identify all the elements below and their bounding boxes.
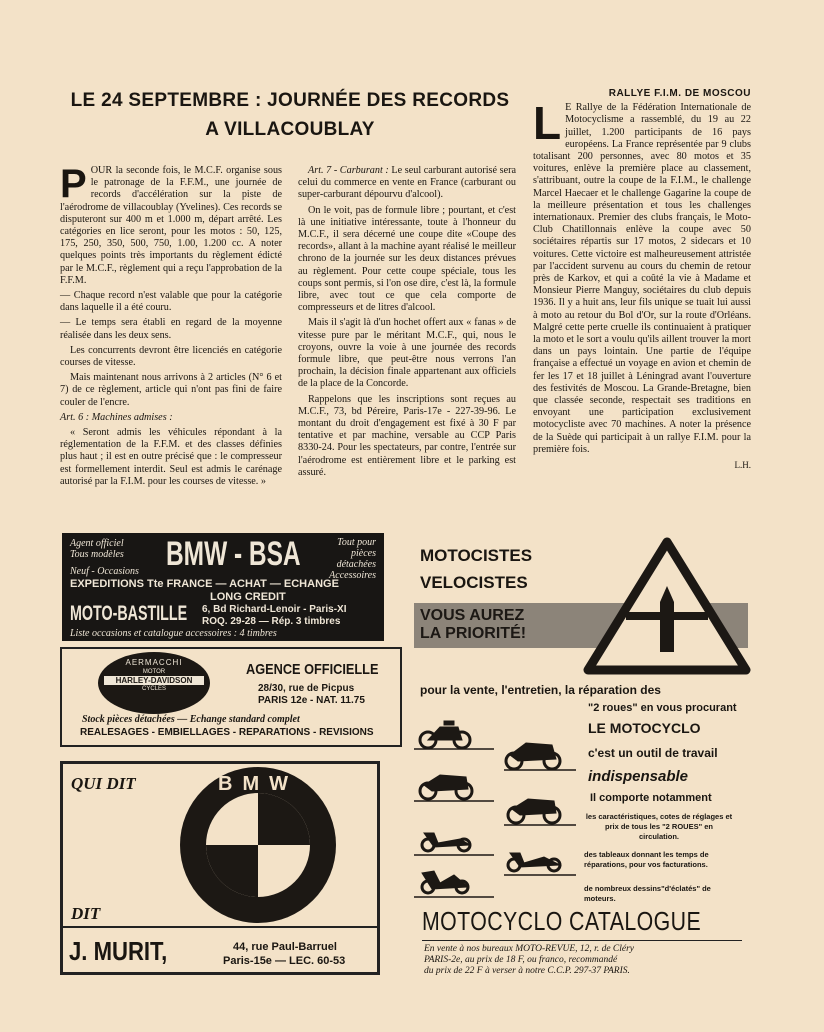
ad-text-line: Tout pour xyxy=(337,537,376,548)
ad-text: "2 roues" en vous procurant xyxy=(588,702,737,714)
ad-text: 6, Bd Richard-Lenoir - Paris-XI xyxy=(202,604,347,615)
ad-text: pour la vente, l'entretien, la réparation des xyxy=(420,683,661,697)
ad-banner-line: VOUS AUREZ xyxy=(420,607,525,624)
ad-text-line: PARIS-2e, au prix de 18 F, ou franco, recommandé xyxy=(424,955,618,965)
ad-feature: les caractéristiques, cotes de réglages et prix de tous les "2 ROUES" en circulation. xyxy=(585,812,733,841)
paragraph: Mais maintenant nous arrivons à 2 articles (N° 6 et 7) de ce règlement, article qui n'ont pas fini de faire couler de l'encre. xyxy=(60,372,282,408)
ad-text: LONG CREDIT xyxy=(210,591,286,603)
ad-text: c'est un outil de travail xyxy=(588,746,718,760)
ad-heading-line: MOTOCISTES xyxy=(420,546,533,565)
motorcycle-icon xyxy=(508,799,560,823)
subheading: Art. 7 - Carburant : xyxy=(308,165,389,176)
harley-davidson-logo xyxy=(98,652,210,714)
catalogue-title: MOTOCYCLO CATALOGUE xyxy=(422,906,702,936)
divider xyxy=(422,940,742,941)
paragraph: OUR la seconde fois, le M.C.F. organise sous le patronage de la F.F.M., une journée de records d'accélération sur la piste de l'aérodrome de villacoublay (Yvelines). Ces records se disputeront sur 400 m et 1.000 m, départ arrêté. Les catégories en lice seront, pour les motos : 50, 125, 175, 250, 350, 500, 750, 1.00, 1.200 cc. A noter quelques points très importants du règlement édicté par le M.C.F., règlement qui a reçu l'approbation de la F.F.M. xyxy=(60,165,282,286)
dropcap: P xyxy=(60,162,87,206)
ad-text xyxy=(329,537,376,581)
ad-banner-line: LA PRIORITÉ! xyxy=(420,625,527,642)
ad-text: QUI DIT xyxy=(71,774,136,793)
motorcycle-icon xyxy=(420,775,472,799)
ad-text: PARIS 12e - NAT. 11.75 xyxy=(258,695,365,706)
ad-text: ROQ. 29-28 — Rép. 3 timbres xyxy=(202,616,341,627)
ad-text-line: En vente à nos bureaux MOTO-REVUE, 12, r. de Cléry xyxy=(424,944,635,954)
ad-brand: LE MOTOCYCLO xyxy=(588,720,701,736)
article-title xyxy=(40,86,540,144)
scooter-icon xyxy=(422,833,470,851)
motorcycle-illustrations xyxy=(414,715,580,900)
paragraph: Le seul carburant autorisé sera celui du commerce en vente en France (carburant ou super-carburant dépourvu d'alcool). xyxy=(298,165,517,201)
paragraph: Les concurrents devront être licenciés en catégorie courses de vitesse. xyxy=(60,344,282,369)
ad-text-line: Tous modèles xyxy=(70,549,124,560)
ad-text: indispensable xyxy=(588,768,689,785)
ad-j-murit xyxy=(60,761,380,975)
ad-shop-name: MOTO-BASTILLE xyxy=(70,602,188,625)
ad-text: Liste occasions et catalogue accessoires : 4 timbres xyxy=(70,628,277,639)
paragraph: E Rallye de la Fédération Internationale de Motocyclisme a rassemblé, du 19 au 22 juillet, 1.200 participants de 16 pays européens. La France représentée par 9 clubs totalisant 200 personnes, avec 80 motos et 35 voitures, enlève la première place au classement, s'attribuant, outre la coupe de la F.I.M., le challenge Marcel Haecaer et le challenge Gagarine la coupe de la meilleure présentation et tous les challenges internationaux. Premier des clubs français, le Moto-Club Chatillonnais enlève la coupe avec 50 sociétaires répartis sur 17 motos, 2 sidecars et 10 voitures. Cette victoire est malheureusement attristée par l'accident survenu au cours du chemin de retour près de Karkov, et qui a coûté la vie à Madame et Monsieur Pierre Manguy, sociétaires du club depuis 1936. Il y a huit ans, leur fils unique se tuait lui aussi à moto au retour du Bol d'Or, sur la route d'Orléans. Malgré cette perte cruelle ils continuaient à pratiquer la moto et le sort a voulu qu'ils aillent trouver la mort dans un pays lointain. Une partie de l'équipe française a effectué un voyage en avion et chemin de fer les 17 et 18 juillet à Léningrad avant l'ouverture des festivités de Moscou. La Grande-Bretagne, bien que classée seconde, respectait ses traditions en envoyant une participation exclusivement motocycliste avec 70 machines. A noter la présence de la Suède qui participait à un rallye F.I.M. pour la première fois. xyxy=(533,102,751,455)
ad-agence-officielle xyxy=(60,647,402,747)
ad-text: Stock pièces détachées — Echange standard complet xyxy=(82,714,300,725)
ad-name: J. MURIT, xyxy=(69,936,168,966)
scooter-icon xyxy=(508,853,560,871)
article-column-2 xyxy=(298,165,516,482)
ad-title: AGENCE OFFICIELLE xyxy=(246,661,379,678)
logo-text: MOTOR xyxy=(142,669,166,675)
paragraph: « Seront admis les véhicules répondant à la réglementation de la F.F.M. et des classes définies plus haut ; il est en outre précisé que : le compresseur est formellement interdit. Seul est admis le carénage autorisé par la F.I.M. pour les courses de vitesse. » xyxy=(60,427,282,487)
signature: L.H. xyxy=(734,460,751,471)
ad-text-line: du prix de 22 F à verser à notre C.C.P. 297-37 PARIS. xyxy=(424,966,630,976)
ad-brand: BMW - BSA xyxy=(166,535,301,573)
ad-text xyxy=(70,538,124,560)
ad-text-line: Agent officiel xyxy=(70,538,124,549)
article-title-line1: LE 24 SEPTEMBRE : JOURNÉE DES RECORDS xyxy=(70,90,510,111)
ad-text-line: détachées xyxy=(336,559,376,570)
ad-text-line: Accessoires xyxy=(329,570,376,581)
priority-road-sign-icon xyxy=(582,536,752,678)
divider xyxy=(63,926,377,928)
ad-text: Neuf - Occasions xyxy=(70,566,139,577)
bmw-logo-icon xyxy=(180,767,336,923)
ad-heading-line: VELOCISTES xyxy=(420,573,528,592)
ad-text: EXPEDITIONS Tte FRANCE — ACHAT — ECHANGE xyxy=(70,578,339,590)
ad-heading xyxy=(420,542,532,596)
article-column-1 xyxy=(60,162,282,491)
article-title-line2: A VILLACOUBLAY xyxy=(205,119,375,140)
paragraph: — Le temps sera établi en regard de la moyenne réalisée dans les deux sens. xyxy=(60,317,282,341)
dropcap: L xyxy=(533,97,562,150)
subheading: Art. 6 : Machines admises : xyxy=(60,411,173,423)
scooter-icon xyxy=(422,871,468,893)
ad-feature: des tableaux donnant les temps de réparations, pour vos facturations. xyxy=(584,850,709,869)
logo-text: CYCLES xyxy=(141,686,166,692)
logo-text: AERMACCHI xyxy=(125,658,183,667)
ad-text: REALESAGES - EMBIELLAGES - REPARATIONS - REVISIONS xyxy=(80,727,374,738)
paragraph: Rappelons que les inscriptions sont reçues au M.C.F., 73, bd Péreire, Paris-17e - 227-39-96. Le montant du droit d'engagement est fixé à 30 F par tentative et par machine, versable au CCP Paris 8330-24. Pour les spectateurs, par contre, l'entrée sur l'aérodrome est entièrement libre et le parking est assuré. xyxy=(298,393,516,478)
paragraph: — Chaque record n'est valable que pour la catégorie dans laquelle il a été couru. xyxy=(60,290,282,314)
ad-bmw-bsa xyxy=(62,533,384,641)
paragraph: Mais il s'agit là d'un hochet offert aux « fanas » de vitesse pure par le méritant M.C.F., qui, nous le croyons, ouvre la voie à une journée des records formule libre, que peut-être nous verrons l'an prochain, la décision finale appartenant aux officiels de la place de la Concorde. xyxy=(298,317,516,390)
ad-text-line: pièces xyxy=(351,548,376,559)
logo-text: HARLEY-DAVIDSON xyxy=(104,676,204,685)
ad-text: 44, rue Paul-Barruel xyxy=(233,941,337,953)
ad-text: DIT xyxy=(71,904,101,923)
paragraph: On le voit, pas de formule libre ; pourtant, et c'est là une initiative intéressante, toute à l'honneur du M.C.F., il sera décerné une coupe dite «Coupe des records», allant à la machine ayant réalisé le meilleur chrono de la journée sur les deux distances prévues au règlement. Pour cette coupe spéciale, tous les coups sont permis, si l'on ose dire, c'est là, la formule libre, avec tout ce que cela comporte de compresseurs et de litres d'alcool. xyxy=(298,204,516,314)
section-heading: RALLYE F.I.M. DE MOSCOU xyxy=(608,88,751,99)
article-column-3 xyxy=(533,88,751,471)
moped-icon xyxy=(420,721,470,748)
ad-feature: de nombreux dessins"d'éclatés" de moteurs. xyxy=(584,884,711,903)
bmw-logo-text: BMW xyxy=(218,773,298,795)
ad-sale-info xyxy=(424,944,744,977)
ad-text: 28/30, rue de Picpus xyxy=(258,683,355,694)
motorcycle-icon xyxy=(506,743,560,769)
ad-text: Il comporte notamment xyxy=(590,792,712,804)
ad-text: Paris-15e — LEC. 60-53 xyxy=(223,955,346,967)
